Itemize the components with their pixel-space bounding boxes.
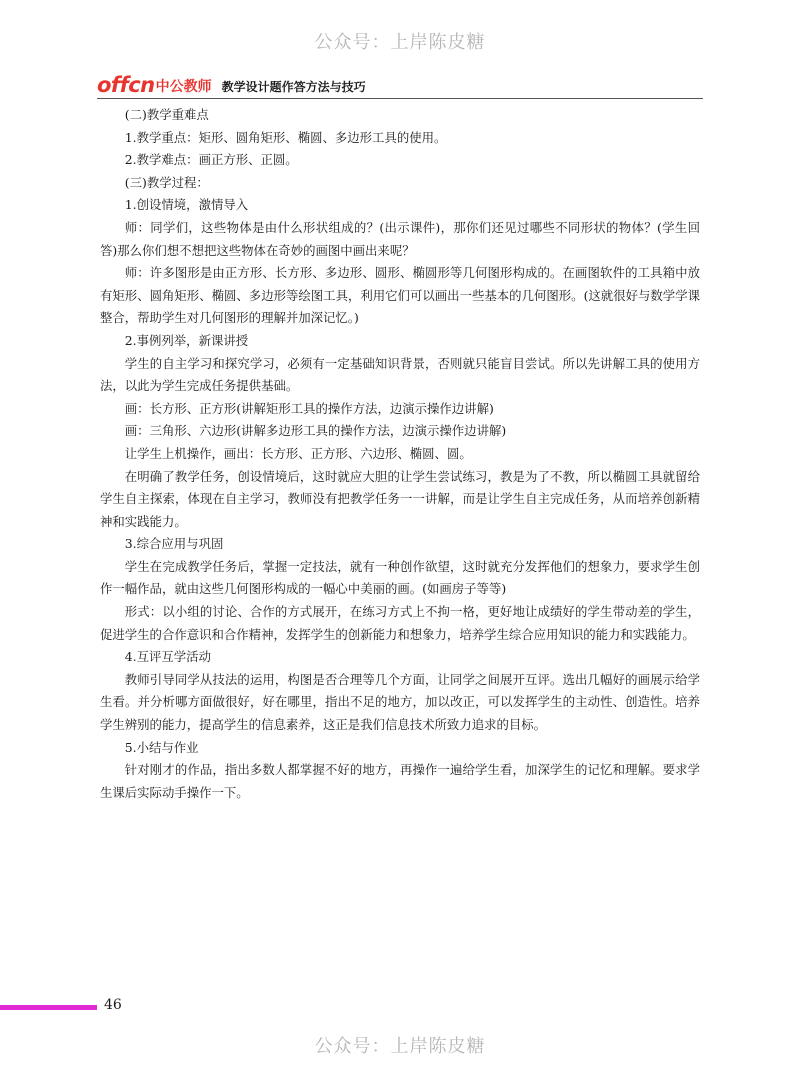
subsection-heading: 4.互评互学活动 [124, 649, 211, 665]
paragraph: 画：三角形、六边形(讲解多边形工具的操作方法，边演示操作边讲解) [124, 423, 507, 439]
subsection-heading: 2.事例列举，新课讲授 [124, 332, 249, 348]
paragraph: 师：同学们，这些物体是由什么形状组成的？(出示课件)，那你们还见过哪些不同形状的物体？(学生回答)那么你们想不想把这些物体在奇妙的画图中画出来呢？ [100, 219, 700, 258]
subsection-heading: 5.小结与作业 [124, 739, 199, 755]
section-heading: (三)教学过程： [124, 174, 209, 190]
offcn-logo [97, 74, 212, 96]
paragraph: 针对刚才的作品，指出多数人都掌握不好的地方，再操作一遍给学生看，加深学生的记忆和理解。要求学生课后实际动手操作一下。 [100, 762, 700, 800]
paragraph: 1.教学重点：矩形、圆角矩形、椭圆、多边形工具的使用。 [124, 129, 447, 145]
subsection-heading: 3.综合应用与巩固 [124, 536, 224, 552]
paragraph: 让学生上机操作，画出：长方形、正方形、六边形、椭圆、圆。 [124, 445, 472, 461]
paragraph: 学生在完成教学任务后，掌握一定技法，就有一种创作欲望，这时就充分发挥他们的想象力，要求学生创作一幅作品，就由这些几何图形构成的一幅心中美丽的画。(如画房子等等) [100, 558, 700, 597]
body-text [100, 104, 700, 804]
header-divider [97, 98, 703, 99]
paragraph: 2.教学难点：画正方形、正圆。 [124, 152, 298, 168]
watermark-top: 公众号：上岸陈皮糖 [314, 32, 486, 53]
paragraph: 在明确了教学任务，创设情境后，这时就应大胆的让学生尝试练习，教是为了不教，所以椭圆工具就留给学生自主探索，体现在自主学习，教师没有把教学任务一一讲解，而是让学生自主完成任务，从而培养创新精神和实践能力。 [100, 468, 700, 529]
logo-latin-text: offcn [97, 73, 155, 97]
header-title: 教学设计题作答方法与技巧 [221, 80, 366, 94]
paragraph: 师：许多图形是由正方形、长方形、多边形、圆形、椭圆形等几何图形构成的。在画图软件的工具箱中放有矩形、圆角矩形、椭圆、多边形等绘图工具，利用它们可以画出一些基本的几何图形。(这就很好与数学学课整合，帮助学生对几何图形的理解并加深记忆。) [100, 265, 700, 326]
watermark-bottom: 公众号：上岸陈皮糖 [314, 1036, 486, 1057]
paragraph: 画：长方形、正方形(讲解矩形工具的操作方法，边演示操作边讲解) [124, 400, 494, 416]
paragraph: 教师引导同学从技法的运用，构图是否合理等几个方面，让同学之间展开互评。选出几幅好的画展示给学生看。并分析哪方面做很好，好在哪里，指出不足的地方，加以改正，可以发挥学生的主动性、创造性。培养学生辨别的能力，提高学生的信息素养，这正是我们信息技术所致力追求的目标。 [100, 671, 700, 733]
paragraph: 学生的自主学习和探究学习，必须有一定基础知识背景，否则就只能盲目尝试。所以先讲解工具的使用方法，以此为学生完成任务提供基础。 [100, 355, 700, 394]
footer-accent-bar [0, 1005, 97, 1010]
page-number: 46 [104, 997, 122, 1013]
page-header [97, 70, 366, 96]
paragraph: 形式：以小组的讨论、合作的方式展开，在练习方式上不拘一格，更好地让成绩好的学生带动差的学生，促进学生的合作意识和合作精神，发挥学生的创新能力和想象力，培养学生综合应用知识的能力和实践能力。 [100, 604, 700, 642]
logo-chinese-text: 中公教师 [155, 79, 212, 95]
section-heading: (二)教学重难点 [124, 107, 209, 122]
subsection-heading: 1.创设情境，激情导入 [124, 197, 249, 213]
